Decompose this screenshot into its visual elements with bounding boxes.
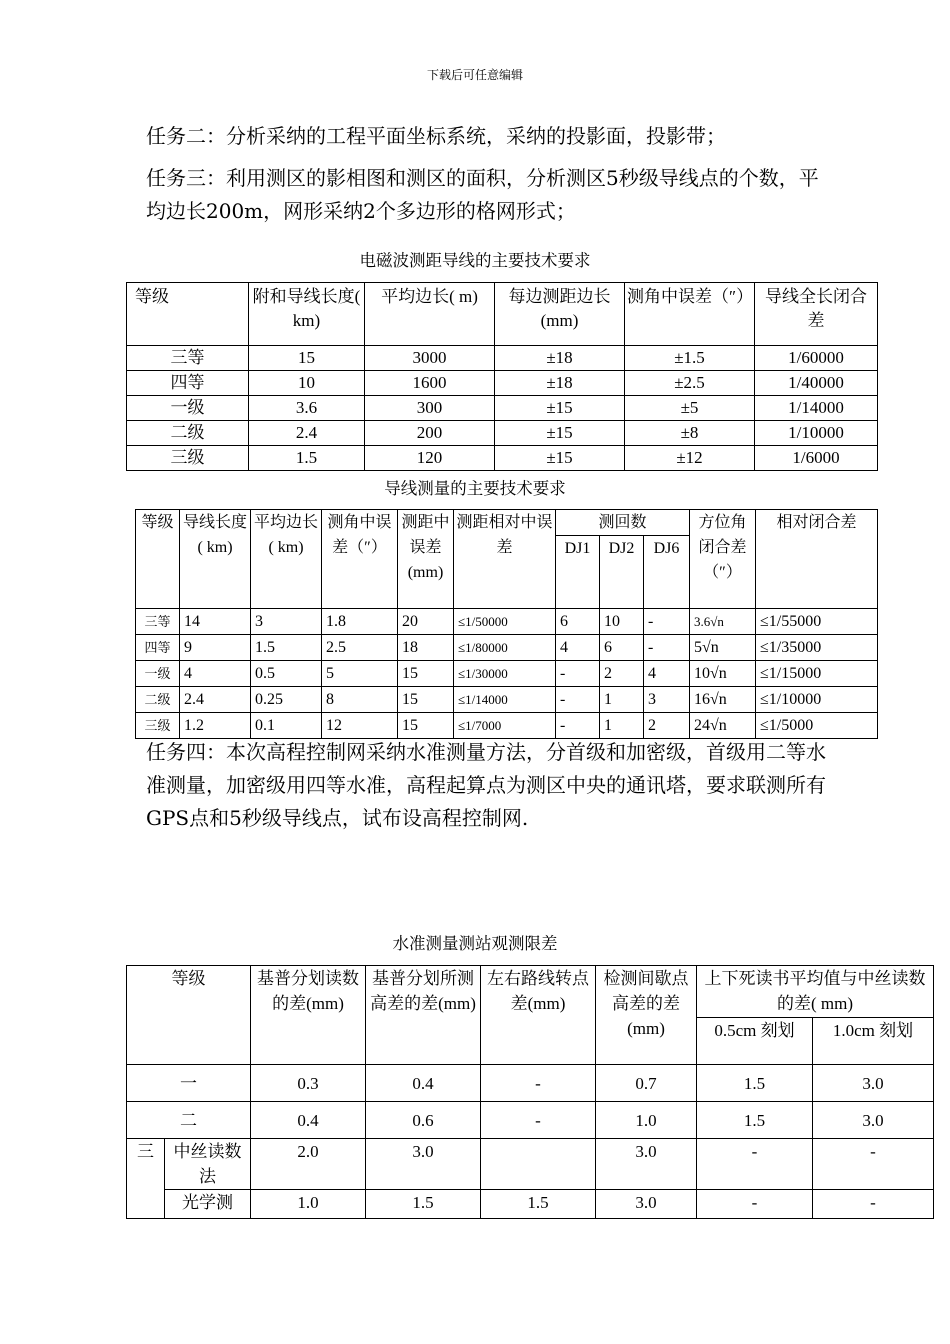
cell: 3.0	[596, 1190, 697, 1219]
table-header-row	[136, 510, 878, 536]
cell: 3.6	[249, 396, 365, 421]
table-row	[127, 421, 878, 446]
cell: 1.5	[251, 635, 322, 661]
cell: ≤1/35000	[756, 635, 878, 661]
cell: 2.5	[322, 635, 398, 661]
cell: 4	[180, 661, 251, 687]
cell: ±5	[625, 396, 755, 421]
cell: 三级	[127, 446, 249, 471]
header-cell: 测角中误差（″）	[322, 510, 398, 609]
table-row	[127, 446, 878, 471]
cell: 二级	[127, 421, 249, 446]
cell: 1.0	[251, 1190, 366, 1219]
cell: -	[481, 1102, 596, 1139]
cell: 1.0	[596, 1102, 697, 1139]
cell: 四等	[136, 635, 180, 661]
table-row	[136, 713, 878, 739]
cell: 200	[365, 421, 495, 446]
cell: 2.4	[180, 687, 251, 713]
cell: 3.0	[366, 1139, 481, 1190]
cell: 0.7	[596, 1065, 697, 1102]
header-cell: 0.5cm 刻划	[697, 1017, 813, 1064]
cell: 3000	[365, 346, 495, 371]
cell	[481, 1139, 596, 1190]
cell: 1.8	[322, 609, 398, 635]
cell: 10	[249, 371, 365, 396]
cell: 1.2	[180, 713, 251, 739]
cell: 1.5	[697, 1102, 813, 1139]
cell: ≤1/10000	[756, 687, 878, 713]
cell: 15	[398, 713, 454, 739]
cell: 6	[556, 609, 600, 635]
cell: ±12	[625, 446, 755, 471]
cell: ≤1/50000	[454, 609, 556, 635]
cell: 2.0	[251, 1139, 366, 1190]
page-header-note: 下载后可任意编辑	[426, 68, 523, 82]
cell: -	[813, 1190, 934, 1219]
cell: 20	[398, 609, 454, 635]
header-cell: 导线长度( km)	[180, 510, 251, 609]
cell: 1.5	[481, 1190, 596, 1219]
header-cell: 等级	[136, 510, 180, 609]
cell: 四等	[127, 371, 249, 396]
cell: 3.0	[813, 1102, 934, 1139]
task3-paragraph: 任务三：利用测区的影相图和测区的面积，分析测区5秒级导线点的个数，平均边长200m，网形采纳2个多边形的格网形式；	[146, 166, 819, 223]
cell: 三级	[136, 713, 180, 739]
cell: ±15	[495, 396, 625, 421]
header-cell: 每边测距边长(mm)	[495, 283, 625, 346]
header-cell: 测角中误差（″）	[625, 283, 755, 346]
header-cell: 等级	[127, 283, 249, 346]
header-cell: 平均边长( m)	[365, 283, 495, 346]
cell: -	[556, 661, 600, 687]
leveling-tolerance-table	[126, 965, 934, 1219]
cell: 1/60000	[755, 346, 878, 371]
cell: 1/6000	[755, 446, 878, 471]
cell: ±8	[625, 421, 755, 446]
cell: ±1.5	[625, 346, 755, 371]
header-cell: 测距相对中误差	[454, 510, 556, 609]
cell: ±18	[495, 346, 625, 371]
header-cell: 检测间歇点高差的差(mm)	[596, 966, 697, 1065]
header-cell: 1.0cm 刻划	[813, 1017, 934, 1064]
header-cell: 平均边长( km)	[251, 510, 322, 609]
cell: 3.0	[813, 1065, 934, 1102]
table-row	[127, 346, 878, 371]
header-cell: 测距中误差(mm)	[398, 510, 454, 609]
cell: 300	[365, 396, 495, 421]
cell: ≤1/15000	[756, 661, 878, 687]
cell: ≤1/55000	[756, 609, 878, 635]
cell: 1600	[365, 371, 495, 396]
cell: 2	[600, 661, 644, 687]
cell: -	[556, 687, 600, 713]
cell: 4	[556, 635, 600, 661]
cell: 14	[180, 609, 251, 635]
cell: 10	[600, 609, 644, 635]
cell: 1	[600, 713, 644, 739]
table-row	[136, 609, 878, 635]
header-cell: DJ2	[600, 536, 644, 609]
cell: ≤1/80000	[454, 635, 556, 661]
cell: 0.3	[251, 1065, 366, 1102]
cell: -	[697, 1190, 813, 1219]
cell: 15	[398, 661, 454, 687]
cell: 6	[600, 635, 644, 661]
header-cell: 基普分划所测高差的差(mm)	[366, 966, 481, 1065]
cell: 3	[644, 687, 690, 713]
cell: ≤1/5000	[756, 713, 878, 739]
table-row	[127, 396, 878, 421]
header-cell: 上下死读书平均值与中丝读数的差( mm)	[697, 966, 934, 1018]
cell: 0.5	[251, 661, 322, 687]
cell: 18	[398, 635, 454, 661]
cell: 2.4	[249, 421, 365, 446]
cell: 5	[322, 661, 398, 687]
cell: 1/14000	[755, 396, 878, 421]
cell: 4	[644, 661, 690, 687]
cell: 0.1	[251, 713, 322, 739]
cell: 120	[365, 446, 495, 471]
cell: 光学测	[165, 1190, 251, 1219]
cell: -	[697, 1139, 813, 1190]
cell: 2	[644, 713, 690, 739]
cell: 16√n	[690, 687, 756, 713]
cell: 二级	[136, 687, 180, 713]
cell: 1.5	[697, 1065, 813, 1102]
cell: 二	[127, 1102, 251, 1139]
cell: ±2.5	[625, 371, 755, 396]
cell: ±18	[495, 371, 625, 396]
header-cell: DJ6	[644, 536, 690, 609]
cell: 10√n	[690, 661, 756, 687]
cell: ±15	[495, 446, 625, 471]
traverse-survey-table	[135, 509, 878, 739]
header-cell: 附和导线长度( km)	[249, 283, 365, 346]
cell: 一级	[127, 396, 249, 421]
cell: 三	[127, 1139, 165, 1219]
header-cell: 左右路线转点差(mm)	[481, 966, 596, 1065]
cell: 中丝读数法	[165, 1139, 251, 1190]
cell: 一级	[136, 661, 180, 687]
task2-paragraph: 任务二：分析采纳的工程平面坐标系统，采纳的投影面，投影带；	[146, 124, 726, 148]
header-cell: 基普分划读数的差(mm)	[251, 966, 366, 1065]
cell: -	[813, 1139, 934, 1190]
emd-traverse-table	[126, 282, 878, 471]
table-row	[127, 1065, 934, 1102]
cell: 0.4	[251, 1102, 366, 1139]
cell: 1	[600, 687, 644, 713]
cell: 0.4	[366, 1065, 481, 1102]
table-header-row	[127, 966, 934, 1018]
header-cell: 导线全长闭合差	[755, 283, 878, 346]
cell: ≤1/7000	[454, 713, 556, 739]
cell: 3	[251, 609, 322, 635]
cell: 1.5	[249, 446, 365, 471]
cell: 3.6√n	[690, 609, 756, 635]
cell: 24√n	[690, 713, 756, 739]
header-cell: 等级	[127, 966, 251, 1065]
cell: 0.6	[366, 1102, 481, 1139]
header-cell: 方位角闭合差（″）	[690, 510, 756, 609]
cell: 9	[180, 635, 251, 661]
header-cell: 相对闭合差	[756, 510, 878, 609]
table-row	[127, 371, 878, 396]
table1-caption: 电磁波测距导线的主要技术要求	[359, 251, 591, 270]
cell: 1/10000	[755, 421, 878, 446]
table-row	[136, 635, 878, 661]
cell: 12	[322, 713, 398, 739]
header-cell: 测回数	[556, 510, 690, 536]
cell: 5√n	[690, 635, 756, 661]
cell: ≤1/30000	[454, 661, 556, 687]
cell: -	[644, 635, 690, 661]
cell: 1/40000	[755, 371, 878, 396]
table-row	[136, 687, 878, 713]
cell: 8	[322, 687, 398, 713]
cell: 15	[398, 687, 454, 713]
cell: 三等	[136, 609, 180, 635]
cell: 0.25	[251, 687, 322, 713]
cell: 一	[127, 1065, 251, 1102]
cell: -	[481, 1065, 596, 1102]
table-row	[127, 1139, 934, 1190]
table2-caption: 导线测量的主要技术要求	[384, 479, 566, 498]
table-header-row	[127, 283, 878, 346]
cell: 三等	[127, 346, 249, 371]
table-row	[127, 1102, 934, 1139]
table-row	[127, 1190, 934, 1219]
table-row	[136, 661, 878, 687]
cell: 3.0	[596, 1139, 697, 1190]
header-cell: DJ1	[556, 536, 600, 609]
cell: ≤1/14000	[454, 687, 556, 713]
cell: 15	[249, 346, 365, 371]
cell: ±15	[495, 421, 625, 446]
cell: -	[556, 713, 600, 739]
table3-caption: 水准测量测站观测限差	[392, 934, 558, 953]
cell: 1.5	[366, 1190, 481, 1219]
task4-paragraph: 任务四：本次高程控制网采纳水准测量方法，分首级和加密级，首级用二等水准测量，加密级用四等水准，高程起算点为测区中央的通讯塔，要求联测所有GPS点和5秒级导线点，试布设高程控制网.	[146, 740, 826, 830]
cell: -	[644, 609, 690, 635]
